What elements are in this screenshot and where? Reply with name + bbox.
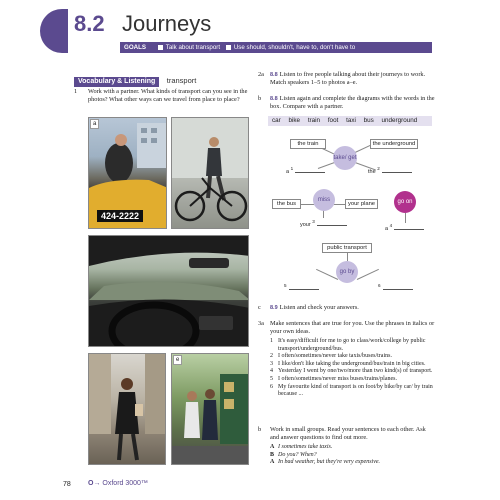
diagram-box: the train	[290, 139, 326, 149]
diagram-line	[405, 213, 406, 223]
diagram-line	[316, 269, 338, 280]
bullet-square-icon	[158, 45, 163, 50]
goal-2: Use should, shouldn't, have to, don't have to	[233, 44, 356, 51]
diagram-box: public transport	[322, 243, 372, 253]
word-box-item: taxi	[346, 117, 356, 124]
sentence-list	[270, 338, 436, 399]
audio-track[interactable]: 8.8	[270, 96, 278, 102]
exercise-text: Make sentences that are true for you. Use the phrases in italics or your own ideas.	[270, 320, 435, 335]
page-number: 78	[63, 481, 71, 488]
train-platform-illustration	[172, 354, 249, 465]
sentence-item: 1 It's easy/difficult for me to go to class/work/college by public transport/underground/bus.	[270, 338, 426, 352]
dialogue	[270, 444, 436, 467]
word-box-item: train	[307, 117, 321, 124]
dialogue-line: A I sometimes take taxis.	[270, 444, 333, 450]
photo-car-interior	[88, 235, 249, 347]
section-topic: transport	[166, 76, 197, 85]
diagram-blank[interactable]: the $^2$	[368, 166, 412, 175]
photo-walking	[88, 353, 166, 465]
exercise-number: c	[258, 304, 261, 311]
diagram-line	[347, 253, 348, 261]
diagram-box: the bus	[272, 199, 301, 209]
diagram-blank[interactable]: 5	[284, 283, 319, 292]
photo-taxi	[88, 117, 167, 229]
bullet-square-icon	[226, 45, 231, 50]
goals-label: GOALS	[124, 44, 147, 51]
exercise-number: b	[258, 426, 262, 433]
sentence-item: 2 I often/sometimes/never take taxis/buses/trains.	[270, 353, 392, 360]
taxi-plate: 424-2222	[101, 211, 140, 221]
section-heading	[74, 70, 197, 85]
cyclist-illustration	[172, 118, 249, 229]
unit-tab-marker	[40, 9, 68, 53]
diagram-center: miss	[313, 189, 335, 211]
exercise-2a	[258, 71, 436, 87]
diagram-blank[interactable]: 6	[378, 283, 413, 292]
exercise-3a	[258, 320, 436, 336]
exercise-number: 1	[74, 88, 78, 95]
word-box-item: bike	[288, 117, 301, 124]
diagram-line	[357, 269, 379, 280]
car-interior-illustration	[89, 236, 249, 347]
exercise-text: Work in small groups. Read your sentences to each other. Ask and answer questions to find out more.	[270, 426, 426, 441]
word-box-item: bus	[363, 117, 374, 124]
exercise-3b	[258, 426, 436, 442]
diagram-box: the underground	[370, 139, 418, 149]
exercise-number: 3a	[258, 320, 264, 327]
key-icon: O→	[88, 480, 101, 487]
audio-track[interactable]: 8.9	[270, 305, 278, 311]
exercise-number: 2a	[258, 71, 264, 78]
photo-label: e	[173, 355, 182, 365]
word-box-item: car	[272, 117, 281, 124]
word-box-item: underground	[381, 117, 418, 124]
exercise-text: Work with a partner. What kinds of transport can you see in the photos? What other ways can we travel from place to place?	[88, 88, 248, 103]
sentence-item: 3 I like/don't like taking the underground/bus/train in big cities.	[270, 360, 426, 367]
diagram-center: go on	[394, 191, 416, 213]
goal-1: Talk about transport	[165, 44, 221, 51]
sentence-item: 6 My favourite kind of transport is on foot/by bike/by car/ by train because ...	[270, 383, 433, 398]
exercise-text: Listen again and complete the diagrams with the words in the box. Compare with a partner.	[270, 95, 435, 110]
dialogue-line: A In bad weather, but they're very expensive.	[270, 459, 381, 466]
diagram-line	[323, 210, 324, 218]
diagram-blank[interactable]: a $^1$	[286, 166, 325, 175]
goals-bar	[120, 42, 432, 53]
sentence-item: 4 Yesterday I went by one/two/more than two kind(s) of transport.	[270, 368, 433, 375]
photo-label: a	[90, 119, 99, 129]
unit-title: Journeys	[122, 11, 212, 36]
sentence-item: 5 I often/sometimes/never miss buses/trains/planes.	[270, 375, 397, 382]
exercise-2b	[258, 95, 436, 111]
exercise-number: b	[258, 95, 262, 102]
diagram-center: go by	[336, 261, 358, 283]
diagram-line	[300, 204, 314, 205]
diagram-blank[interactable]: a $^4$	[385, 223, 424, 232]
diagram-center: take/ get	[333, 146, 357, 170]
section-label: Vocabulary & Listening	[74, 77, 159, 87]
diagram-blank[interactable]: your $^3$	[300, 219, 347, 228]
oxford-3000-logo: O→ Oxford 3000™	[88, 480, 148, 487]
word-box	[268, 116, 432, 126]
audio-track[interactable]: 8.8	[270, 72, 278, 78]
taxi-illustration	[89, 118, 167, 229]
photo-bike	[171, 117, 249, 229]
word-box-item: foot	[327, 117, 339, 124]
exercise-text: Listen to five people talking about their journeys to work. Match speakers 1–5 to photos a–e.	[270, 71, 426, 86]
exercise-1	[74, 88, 252, 104]
walking-woman-illustration	[89, 354, 166, 465]
dialogue-line: B Do you? When?	[270, 451, 317, 458]
exercise-2c	[258, 304, 436, 312]
photo-train	[171, 353, 249, 465]
exercise-text: Listen and check your answers.	[279, 304, 359, 311]
unit-number: 8.2	[74, 11, 105, 36]
diagram-box: your plane	[345, 199, 378, 209]
